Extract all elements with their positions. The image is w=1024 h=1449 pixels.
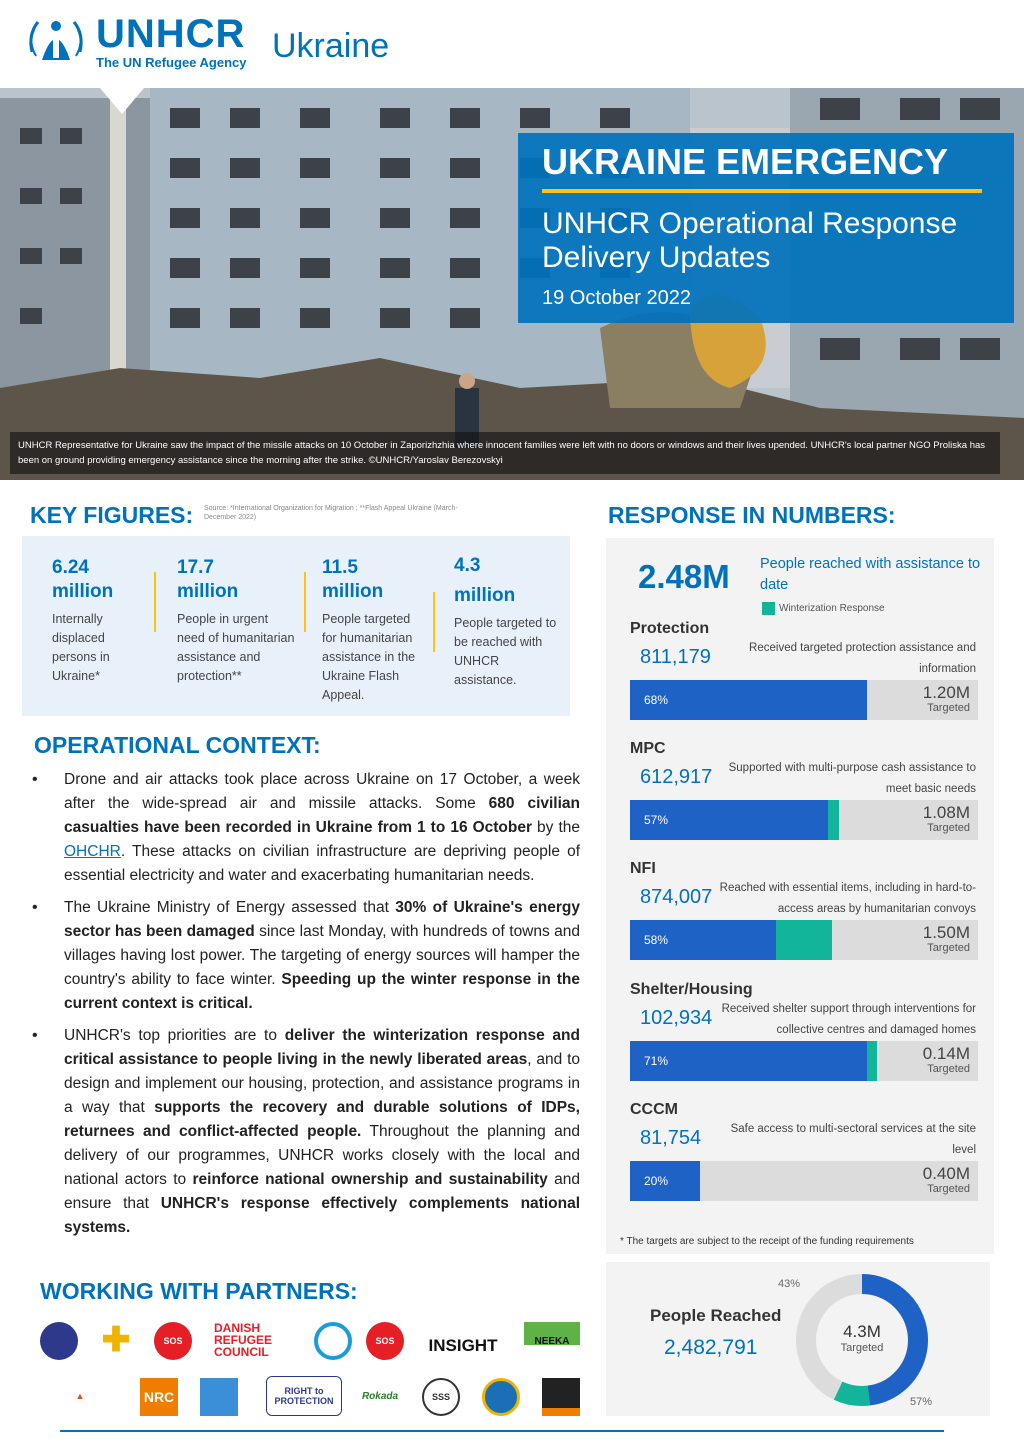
- unhcr-emblem-icon: [24, 12, 88, 70]
- context-text: and ensure that: [64, 1171, 580, 1212]
- bar-winterization: [828, 800, 838, 840]
- donut-reached-label: 57%: [910, 1396, 933, 1408]
- bar-target-value: 0.40M: [922, 1164, 970, 1183]
- bottom-rule: [60, 1430, 944, 1432]
- context-bold: 30% of Ukraine's energy sector has been damaged: [64, 899, 580, 940]
- key-figure-desc: People in urgent need of humanitarian assistance and protection**: [177, 612, 295, 683]
- total-reached: 2.48M: [638, 558, 730, 595]
- category-row: [606, 620, 994, 730]
- key-figure: [322, 556, 426, 705]
- category-value: 81,754: [640, 1127, 702, 1149]
- context-list: [32, 768, 580, 1248]
- partner-logo-sss: SSS: [422, 1378, 460, 1416]
- people-reached-value: 2,482,791: [664, 1336, 758, 1359]
- key-figure-unit: million: [454, 585, 516, 606]
- partner-logo-drc: DANISH REFUGEE COUNCIL: [214, 1321, 273, 1359]
- source-note: Source: *International Organization for Migration ; **Flash Appeal Ukraine (March-December 2022): [204, 505, 458, 521]
- context-bullet: [32, 768, 580, 888]
- key-figure-number: 4.3: [454, 555, 481, 576]
- response-heading: RESPONSE IN NUMBERS:: [608, 502, 896, 528]
- context-text: , and to design and implement our housing, protection, and assistance programs in a way that: [64, 1051, 581, 1116]
- people-reached-label: People Reached: [650, 1306, 782, 1325]
- key-figure-unit: million: [322, 581, 384, 602]
- partner-logos: [38, 1318, 586, 1418]
- bar-target-value: 0.14M: [922, 1044, 970, 1063]
- category-name: Shelter/Housing: [630, 981, 753, 998]
- bar-target-value: 1.08M: [922, 803, 970, 822]
- context-text: since last Monday, with hundreds of towns and villages having lost power. The targeting of energy sources will hamper the country's ability to face winter.: [64, 923, 581, 988]
- key-figure: [454, 554, 558, 690]
- bar-target-label: Targeted: [927, 1183, 970, 1195]
- key-figure-number: 17.7: [177, 557, 214, 578]
- category-desc: Safe access to multi-sectoral services at the site level: [730, 1123, 976, 1156]
- legend-label: Winterization Response: [779, 603, 885, 615]
- context-text: UNHCR's top priorities are to: [64, 1027, 285, 1044]
- category-bar: [630, 920, 978, 960]
- category-row: [606, 981, 994, 1091]
- partner-logo-sos-2: SOS: [366, 1322, 404, 1360]
- category-bar: [630, 680, 978, 720]
- context-text: . These attacks on civilian infrastructure are depriving people of essential electricity and water and exacerbating humanitarian needs.: [64, 843, 580, 884]
- key-figure-divider: [433, 592, 435, 652]
- bar-target-label: Targeted: [927, 1063, 970, 1075]
- bar-percent: 58%: [644, 933, 669, 947]
- partner-logo-r2p: RIGHT to PROTECTION: [266, 1376, 342, 1416]
- bar-target: [923, 1045, 970, 1075]
- context-text: Drone and air attacks took place across Ukraine on 17 October, a week after the wide-spread air and missile attacks. Some: [64, 771, 580, 812]
- context-bold: reinforce national ownership and sustainability: [192, 1171, 548, 1188]
- category-bar: [630, 1041, 978, 1081]
- key-figures-panel: [22, 536, 570, 716]
- partner-emblem-icon: [482, 1378, 520, 1416]
- context-text: Throughout the planning and delivery of our programmes, UNHCR works closely with the local and national actors to: [64, 1123, 580, 1188]
- total-reached-label: People reached with assistance to date: [760, 556, 981, 593]
- response-panel: [606, 538, 994, 1254]
- report-subtitle: UNHCR Operational Response Delivery Updates: [542, 207, 958, 274]
- donut-target: 4.3M: [843, 1322, 881, 1341]
- category-row: [606, 740, 994, 850]
- context-bold: deliver the winterization response and critical assistance to people living in the newly liberated areas: [64, 1027, 580, 1068]
- partner-cross-icon: ✚: [101, 1321, 131, 1359]
- partner-logo-icon: ▲: [75, 1391, 85, 1401]
- bar-target: [923, 684, 970, 714]
- category-row: [606, 1101, 994, 1211]
- category-value: 874,007: [640, 886, 713, 908]
- partner-logo-nrc: NRC: [140, 1378, 178, 1416]
- category-name: Protection: [630, 620, 710, 637]
- key-figure-desc: People targeted to be reached with UNHCR assistance.: [454, 616, 557, 687]
- photo-caption: UNHCR Representative for Ukraine saw the impact of the missile attacks on 10 October in Zaporizhzhia where innocent families were left with no doors or windows and their lives upended. UNHCR's local partner NGO Proliska has been on ground providing emergency assistance since the morning after the strike. ©UNHCR/Yaroslav Berezovskyi: [10, 432, 1000, 474]
- partner-swirl-icon: [314, 1322, 352, 1360]
- category-row: [606, 860, 994, 970]
- context-bullet: [32, 1024, 580, 1240]
- key-figure-desc: Internally displaced persons in Ukraine*: [52, 612, 110, 683]
- category-desc: Reached with essential items, including in hard-to-access areas by humanitarian convoys: [719, 882, 976, 915]
- partner-logo-sos: SOS: [154, 1322, 192, 1360]
- category-desc: Received targeted protection assistance and information: [749, 642, 976, 675]
- category-desc: Supported with multi-purpose cash assistance to meet basic needs: [728, 762, 976, 795]
- bar-target-label: Targeted: [927, 822, 970, 834]
- category-name: NFI: [630, 860, 656, 877]
- key-figure-number: 11.5: [322, 557, 358, 578]
- bar-percent: 20%: [644, 1174, 669, 1188]
- category-bar: [630, 800, 978, 840]
- key-figure-unit: million: [177, 581, 239, 602]
- context-bold: Speeding up the winter response in the current context is critical.: [64, 971, 580, 1012]
- bar-target: [923, 1165, 970, 1195]
- key-figure-divider: [154, 572, 156, 632]
- bar-target: [923, 924, 970, 954]
- category-name: MPC: [630, 740, 666, 757]
- key-figure-divider: [304, 572, 306, 632]
- category-value: 811,179: [640, 646, 711, 668]
- context-bold: supports the recovery and durable solutions of IDPs, returnees and conflict-affected people.: [64, 1099, 580, 1140]
- bar-winterization: [776, 920, 832, 960]
- key-figures-heading: KEY FIGURES:: [30, 502, 194, 528]
- key-figure-desc: People targeted for humanitarian assistance in the Ukraine Flash Appeal.: [322, 612, 416, 702]
- key-figure: [177, 556, 297, 686]
- bar-percent: 68%: [644, 693, 669, 707]
- bar-target-label: Targeted: [927, 702, 970, 714]
- bar-percent: 71%: [644, 1054, 669, 1068]
- donut-center: [792, 1322, 932, 1354]
- logo-tagline: The UN Refugee Agency: [96, 55, 247, 70]
- legend: [762, 602, 885, 615]
- title-divider: [542, 189, 982, 193]
- bar-winterization: [867, 1041, 877, 1081]
- bar-percent: 57%: [644, 813, 669, 827]
- context-text: The Ukraine Ministry of Energy assessed that: [64, 899, 396, 916]
- category-desc: Received shelter support through interventions for collective centres and damaged homes: [721, 1003, 976, 1036]
- logo-name: UNHCR: [96, 12, 246, 56]
- partners-heading: WORKING WITH PARTNERS:: [40, 1278, 358, 1304]
- key-figure-number: 6.24: [52, 557, 89, 578]
- title-box: [518, 133, 1014, 323]
- header: [0, 0, 1024, 88]
- report-date: 19 October 2022: [542, 287, 691, 309]
- report-title: UKRAINE EMERGENCY: [542, 141, 949, 182]
- bar-target-label: Targeted: [927, 942, 970, 954]
- category-value: 102,934: [640, 1007, 713, 1029]
- partner-logo-icon: [542, 1378, 580, 1416]
- context-bold: 680 civilian casualties have been recorded in Ukraine from 1 to 16 October: [64, 795, 581, 836]
- context-bold: UNHCR's response effectively complements national systems.: [64, 1195, 581, 1236]
- people-reached-panel: [606, 1262, 990, 1416]
- bar-target: [923, 804, 970, 834]
- bar-target-value: 1.20M: [922, 683, 970, 702]
- context-bullet: [32, 896, 580, 1016]
- partner-logo-icon: [40, 1322, 78, 1360]
- category-value: 612,917: [640, 766, 713, 788]
- key-figure: [52, 556, 130, 686]
- category-name: CCCM: [630, 1101, 678, 1118]
- partner-map-icon: [200, 1378, 238, 1416]
- donut-remaining-label: 43%: [778, 1278, 801, 1290]
- partner-logo-rokada: Rokada: [361, 1390, 399, 1402]
- country-label: Ukraine: [272, 27, 390, 65]
- partner-logo-insight: INSIGHT: [428, 1336, 498, 1355]
- donut-target-label: Targeted: [840, 1342, 884, 1354]
- key-figure-unit: million: [52, 581, 114, 602]
- footnote: * The targets are subject to the receipt of the funding requirements: [620, 1236, 914, 1247]
- legend-swatch: [762, 602, 775, 615]
- category-bar: [630, 1161, 978, 1201]
- ohchr-link[interactable]: OHCHR: [64, 843, 121, 860]
- header-notch: [100, 88, 144, 114]
- partner-logo-neeka: NEEKA: [524, 1322, 580, 1360]
- bar-target-value: 1.50M: [922, 923, 970, 942]
- context-text: by the: [532, 819, 580, 836]
- operational-context-heading: OPERATIONAL CONTEXT:: [34, 732, 321, 758]
